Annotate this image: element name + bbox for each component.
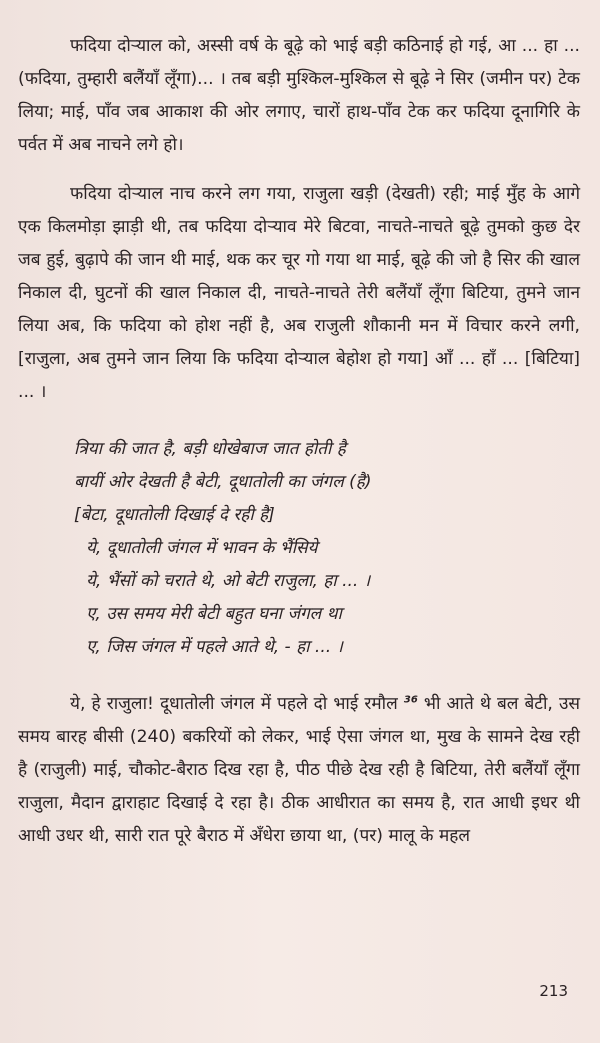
verse-line-1: त्रिया की जात है, बड़ी धोखेबाज जात होती है [74, 439, 346, 459]
verse-line-2: बायीं ओर देखती है बेटी, दूधातोली का जंगल (है) [74, 472, 372, 492]
paragraph-2: फदिया दोर्‍याल नाच करने लग गया, राजुला खड़ी (देखती) रही; माई मुँह के आगे एक किलमोड़ा झाड़ी थी, तब फदिया दोर्‍याव मेरे बिटवा, नाचते-नाचते बूढ़े तुमको कुछ देर जब हुई, बुढ़ापे की जान थी माई, थक कर चूर गो गया था माई, बूढ़े की जो है सिर की खाल निकाल दी, घुटनों की खाल निकाल दी, नाचते-नाचते तेरी बलैंयाँ लूँगा बिटिया, तुमने जान लिया अब, कि फदिया को होश नहीं है, अब राजुली शौकानी मन में विचार करने लगी, [राजुला, अब तुमने जान लिया कि फदिया दोर्‍याल बेहोश हो गया] आँ ... हाँ ... [बिटिया] ... । [18, 184, 581, 402]
footnote-marker: 36 [403, 694, 418, 706]
page-number: 213 [539, 982, 568, 1000]
verse-block [74, 433, 580, 664]
page-body [18, 30, 580, 853]
verse-line-4: ये, दूधातोली जंगल में भावन के भैंसिये [86, 538, 318, 558]
paragraph-3-text-b: भी आते थे बल बेटी, उस समय बारह बीसी (240) बकरियों को लेकर, भाई ऐसा जंगल था, मुख के सामने देख रही है (राजुली) माई, चौकोट-बैराठ दिख रहा है, पीठ पीछे देख रही है बिटिया, तेरी बलैंयाँ लूँगा राजुला, मैदान द्वाराहाट दिखाई दे रहा है। ठीक आधीरात का समय है, रात आधी इधर थी आधी उधर थी, सारी रात पूरे बैराठ में अँधेरा छाया था, (पर) मालू के महल [18, 694, 580, 846]
paragraph-1: फदिया दोर्‍याल को, अस्सी वर्ष के बूढ़े को भाई बड़ी कठिनाई हो गई, आ ... हा ...(फदिया, तुम्हारी बलैंयाँ लूँगा)... । तब बड़ी मुश्किल-मुश्किल से बूढ़े ने सिर (जमीन पर) टेक लिया; माई, पाँव जब आकाश की ओर लगाए, चारों हाथ-पाँव टेक कर फदिया दूनागिरि के पर्वत में अब नाचने लगे हो। [18, 36, 580, 155]
verse-line-6: ए, उस समय मेरी बेटी बहुत घना जंगल था [86, 604, 342, 624]
paragraph-3-text-a: ये, हे राजुला! दूधातोली जंगल में पहले दो भाई रमौल [70, 694, 398, 714]
verse-line-7: ए, जिस जंगल में पहले आते थे, - हा ... । [86, 637, 343, 657]
verse-line-3: [बेटा, दूधातोली दिखाई दे रही है] [74, 505, 275, 525]
paragraph-3 [18, 688, 580, 853]
verse-line-5: ये, भैंसों को चराते थे, ओ बेटी राजुला, हा ... । [86, 571, 371, 591]
